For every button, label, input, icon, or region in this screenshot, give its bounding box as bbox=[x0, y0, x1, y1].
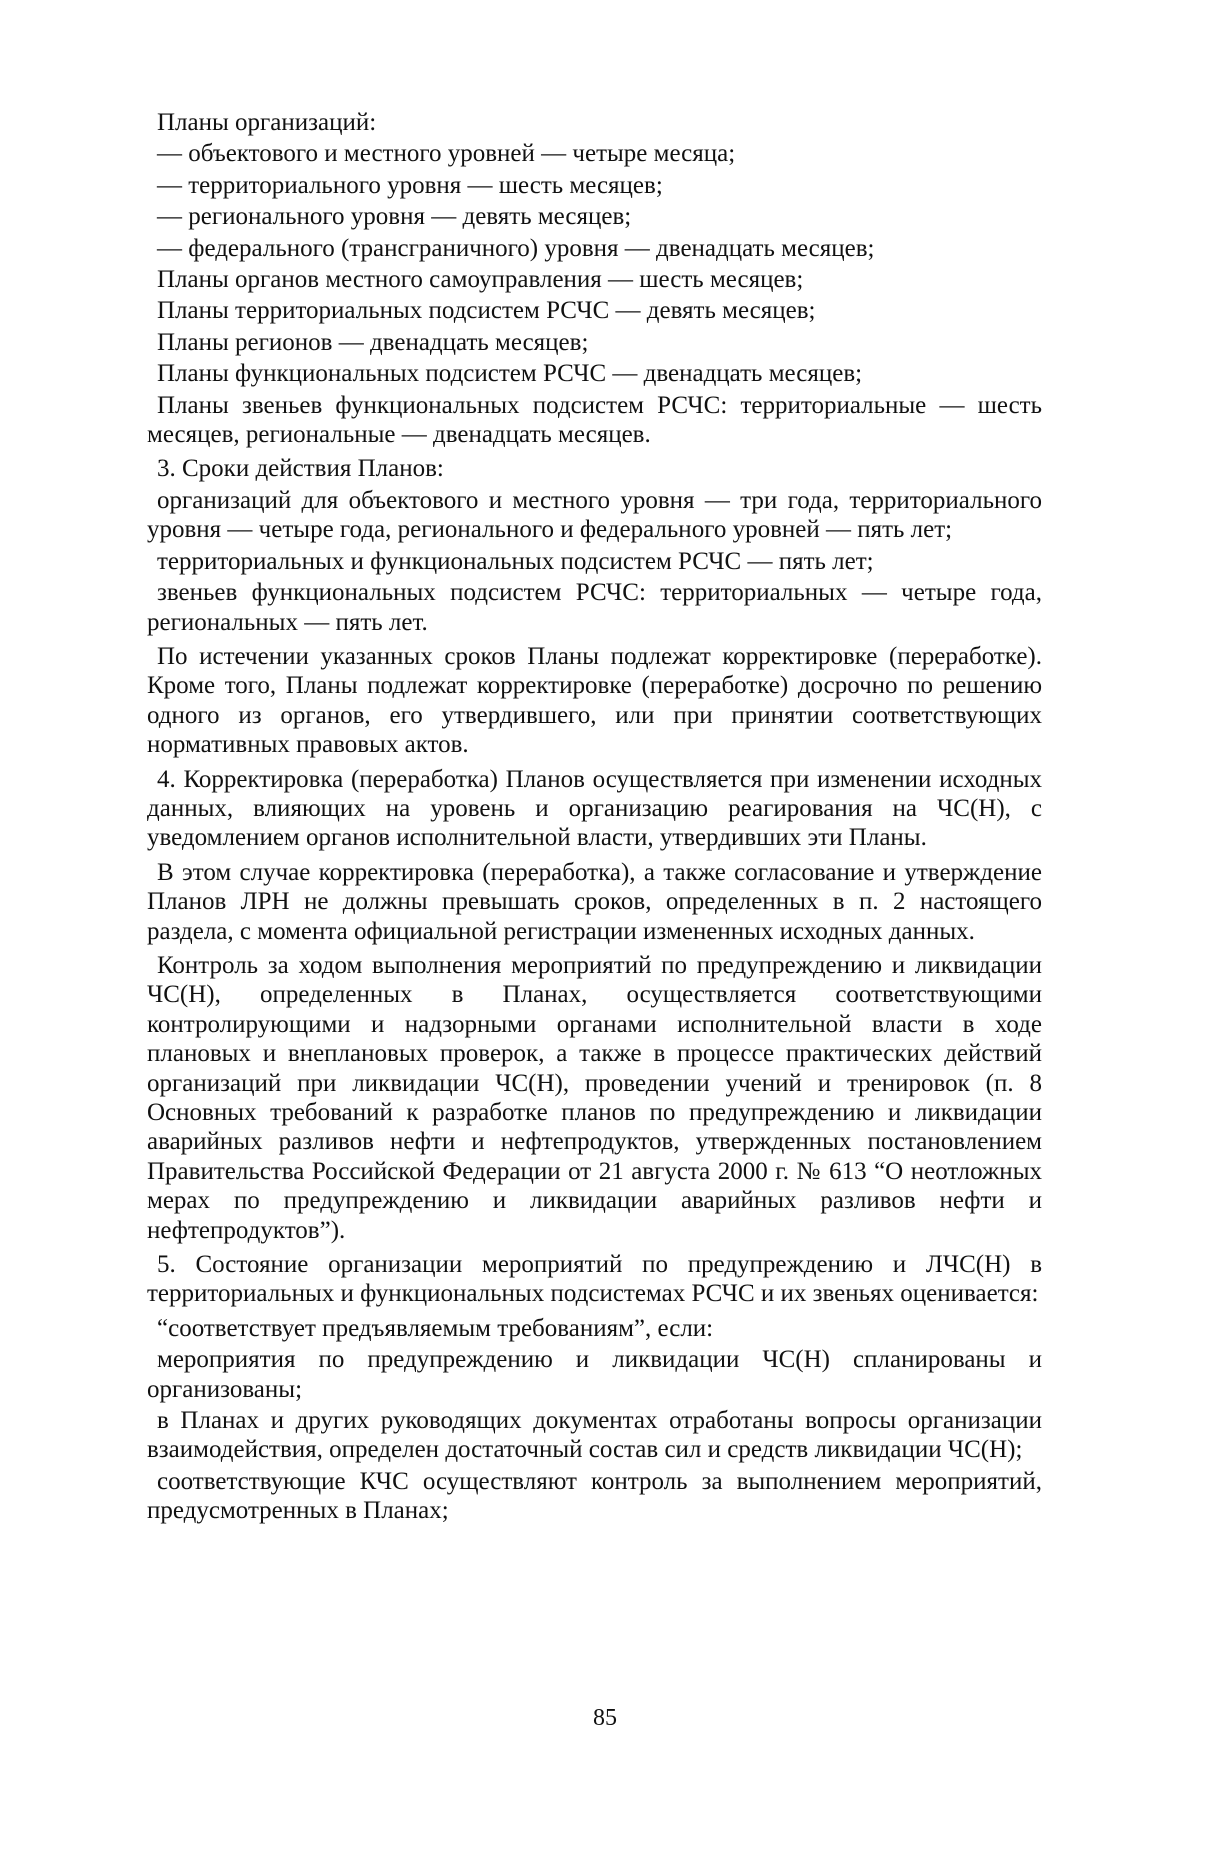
paragraph: соответствующие КЧС осуществляют контроль за выполнением мероприятий, предусмотренных в Планах; bbox=[147, 1467, 1042, 1525]
paragraph: — регионального уровня — девять месяцев; bbox=[157, 203, 632, 231]
paragraph: Планы организаций: bbox=[157, 109, 377, 136]
document-page bbox=[147, 108, 1042, 1528]
section-heading: 3. Сроки действия Планов: bbox=[157, 455, 444, 483]
paragraph: — территориального уровня — шесть месяцев; bbox=[157, 171, 663, 199]
paragraph: По истечении указанных сроков Планы подлежат корректировке (переработке). Кроме того, Планы подлежат корректировке (переработке) досрочно по решению одного из органов, его утвердившего, или при принятии соответствующих нормативных правовых актов. bbox=[147, 642, 1042, 759]
paragraph: “соответствует предъявляемым требованиям”, если: bbox=[157, 1314, 714, 1342]
paragraph: Планы регионов — двенадцать месяцев; bbox=[157, 328, 589, 356]
paragraph: Планы органов местного самоуправления — шесть месяцев; bbox=[157, 266, 804, 294]
paragraph: В этом случае корректировка (переработка), а также согласование и утверждение Планов ЛРН не должны превышать сроков, определенных в п. 2 настоящего раздела, с момента официальной регистрации измененных исходных данных. bbox=[147, 858, 1042, 945]
paragraph: звеньев функциональных подсистем РСЧС: территориальных — четыре года, региональных — пять лет. bbox=[147, 579, 1042, 636]
paragraph: Планы функциональных подсистем РСЧС — двенадцать месяцев; bbox=[157, 360, 863, 388]
paragraph: 5. Состояние организации мероприятий по предупреждению и ЛЧС(Н) в территориальных и функциональных подсистемах РСЧС и их звеньях оценивается: bbox=[147, 1251, 1042, 1308]
paragraph: в Планах и других руководящих документах отработаны вопросы организации взаимодействия, определен достаточный состав сил и средств ликвидации ЧС(Н); bbox=[147, 1407, 1042, 1464]
paragraph: мероприятия по предупреждению и ликвидации ЧС(Н) спланированы и организованы; bbox=[147, 1346, 1042, 1403]
paragraph: территориальных и функциональных подсистем РСЧС — пять лет; bbox=[157, 547, 874, 575]
paragraph: Планы звеньев функциональных подсистем РСЧС: территориальные — шесть месяцев, региональные — двенадцать месяцев. bbox=[147, 391, 1042, 449]
paragraph: Планы территориальных подсистем РСЧС — девять месяцев; bbox=[157, 297, 816, 325]
paragraph: Контроль за ходом выполнения мероприятий по предупреждению и ликвидации ЧС(Н), определенных в Планах, осуществляется соответствующими контролирующими и надзорными органами исполнительной власти в ходе плановых и внеплановых проверок, а также в процессе практических действий организаций при ликвидации ЧС(Н), проведении учений и тренировок (п. 8 Основных требований к разработке планов по предупреждению и ликвидации аварийных разливов нефти и нефтепродуктов, утвержденных постановлением Правительства Российской Федерации от 21 августа 2000 г. № 613 “О неотложных мерах по предупреждению и ликвидации аварийных разливов нефти и нефтепродуктов”). bbox=[147, 951, 1042, 1244]
paragraph: — объектового и местного уровней — четыре месяца; bbox=[157, 140, 736, 168]
paragraph: 4. Корректировка (переработка) Планов осуществляется при изменении исходных данных, влияющих на уровень и организацию реагирования на ЧС(Н), с уведомлением органов исполнительной власти, утвердивших эти Планы. bbox=[147, 765, 1042, 852]
page-number: 85 bbox=[593, 1705, 617, 1731]
paragraph: — федерального (трансграничного) уровня — двенадцать месяцев; bbox=[157, 234, 875, 262]
paragraph: организаций для объектового и местного уровня — три года, территориального уровня — четыре года, регионального и федерального уровней — пять лет; bbox=[147, 486, 1042, 544]
